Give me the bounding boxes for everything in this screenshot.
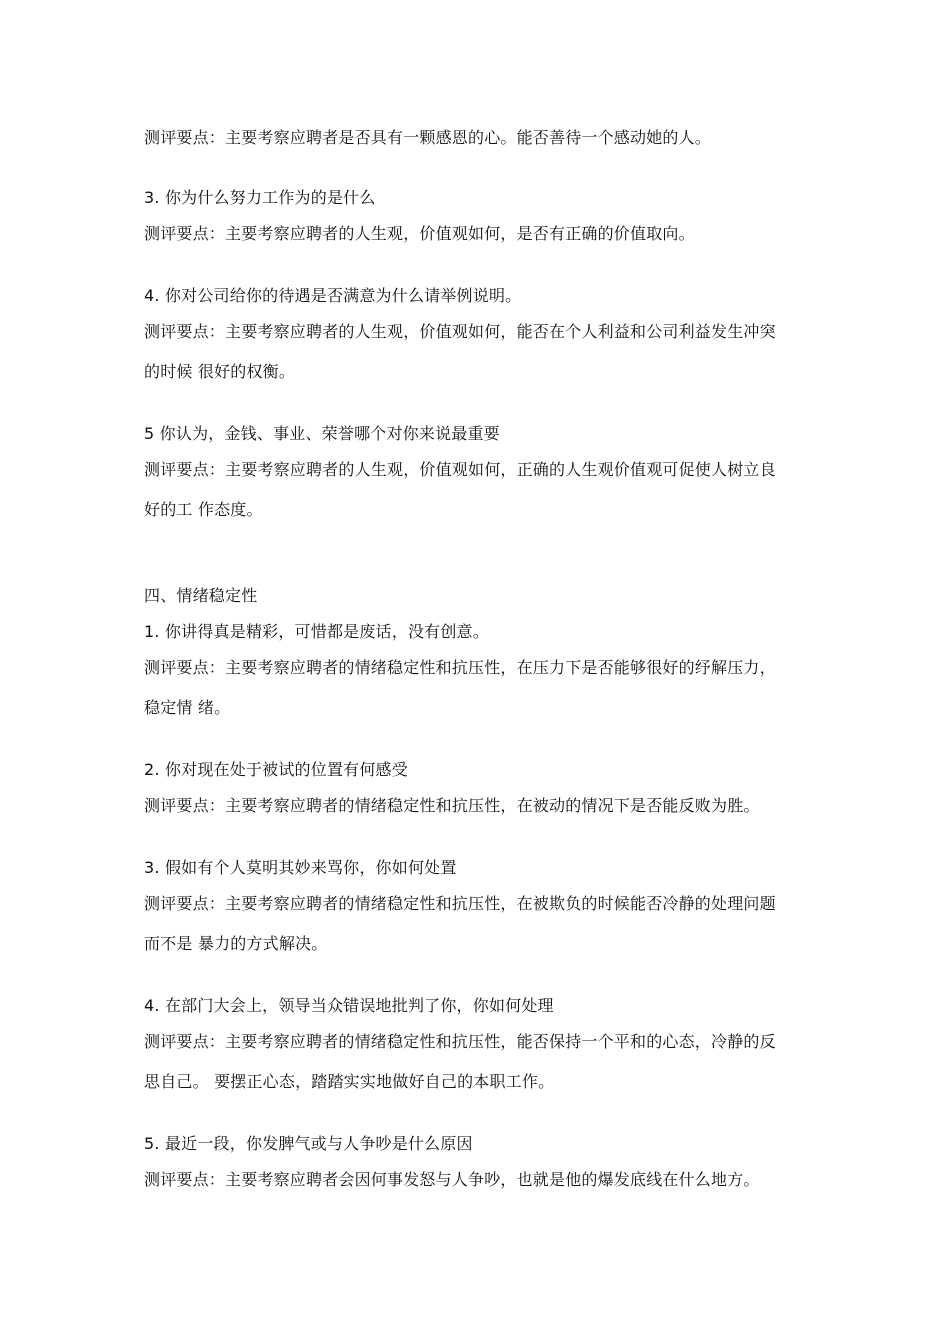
question-3-insulted: 3. 假如有个人莫明其妙来骂你，你如何处置 <box>144 858 457 877</box>
evaluation-point-calm-handling-cont: 而不是 暴力的方式解决。 <box>144 934 328 953</box>
question-3-work-purpose: 3. 你为什么努力工作为的是什么 <box>144 188 376 207</box>
evaluation-point-values: 测评要点：主要考察应聘者的人生观，价值观如何，是否有正确的价值取向。 <box>144 224 695 243</box>
evaluation-point-pressure: 测评要点：主要考察应聘者的情绪稳定性和抗压性，在压力下是否能够很好的纾解压力， <box>144 658 776 677</box>
evaluation-point-interest-conflict-cont: 的时候 很好的权衡。 <box>144 362 296 381</box>
evaluation-point-anger-threshold: 测评要点：主要考察应聘者会因何事发怒与人争吵，也就是他的爆发底线在什么地方。 <box>144 1170 760 1189</box>
evaluation-point-calm-handling: 测评要点：主要考察应聘者的情绪稳定性和抗压性，在被欺负的时候能否冷静的处理问题 <box>144 894 776 913</box>
evaluation-point-reflection: 测评要点：主要考察应聘者的情绪稳定性和抗压性，能否保持一个平和的心态，冷静的反 <box>144 1032 776 1051</box>
section-heading-emotional-stability: 四、情绪稳定性 <box>144 586 258 605</box>
question-1-criticism: 1. 你讲得真是精彩，可惜都是废话，没有创意。 <box>144 622 489 641</box>
evaluation-point-passive-situation: 测评要点：主要考察应聘者的情绪稳定性和抗压性，在被动的情况下是否能反败为胜。 <box>144 796 760 815</box>
question-4-public-criticism: 4. 在部门大会上，领导当众错误地批判了你，你如何处理 <box>144 996 554 1015</box>
evaluation-point-gratitude: 测评要点：主要考察应聘者是否具有一颗感恩的心。能否善待一个感动她的人。 <box>144 128 712 147</box>
evaluation-point-reflection-cont: 思自己。 要摆正心态，踏踏实实地做好自己的本职工作。 <box>144 1072 555 1091</box>
evaluation-point-work-attitude: 测评要点：主要考察应聘者的人生观，价值观如何，正确的人生观价值观可促使人树立良 <box>144 460 776 479</box>
question-4-salary: 4. 你对公司给你的待遇是否满意为什么请举例说明。 <box>144 286 522 305</box>
evaluation-point-interest-conflict: 测评要点：主要考察应聘者的人生观，价值观如何，能否在个人利益和公司利益发生冲突 <box>144 322 776 341</box>
evaluation-point-work-attitude-cont: 好的工 作态度。 <box>144 500 263 519</box>
question-5-money-career-honor: 5 你认为，金钱、事业、荣誉哪个对你来说最重要 <box>144 424 500 443</box>
question-2-position-feeling: 2. 你对现在处于被试的位置有何感受 <box>144 760 408 779</box>
evaluation-point-pressure-cont: 稳定情 绪。 <box>144 698 231 717</box>
question-5-temper-cause: 5. 最近一段，你发脾气或与人争吵是什么原因 <box>144 1134 473 1153</box>
